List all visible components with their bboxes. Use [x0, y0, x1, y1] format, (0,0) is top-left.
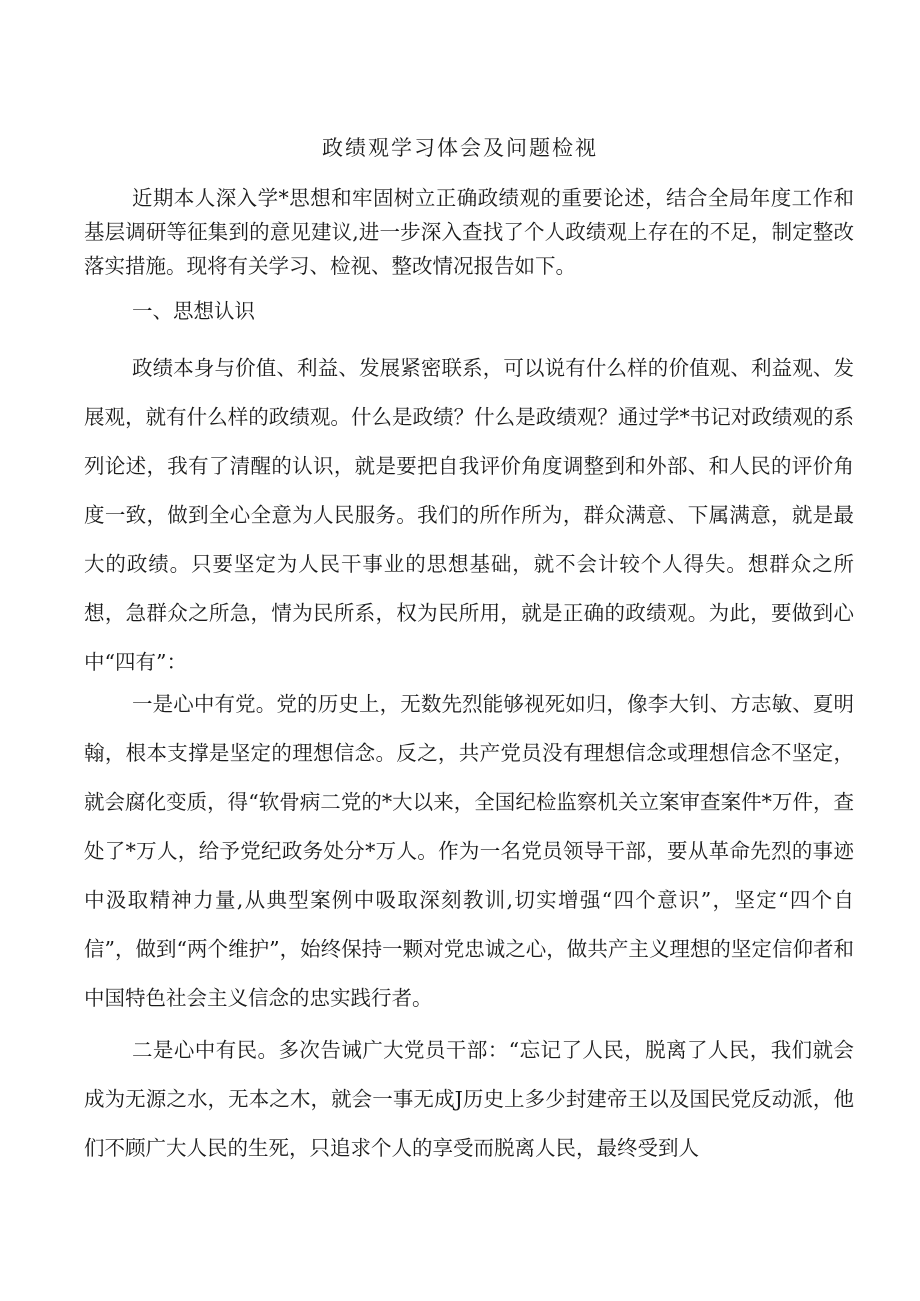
intro-paragraph: 近期本人深入学*思想和牢固树立正确政绩观的重要论述，结合全局年度工作和基层调研等征集到的意见建议,进一步深入查找了个人政绩观上存在的不足，制定整改落实措施。现将有关学习、检视、整改情况报告如下。: [84, 186, 854, 278]
point-1-paragraph: 一是心中有党。党的历史上，无数先烈能够视死如归，像李大钊、方志敏、夏明翰，根本支撑是坚定的理想信念。反之，共产党员没有理想信念或理想信念不坚定，就会腐化变质，得“软骨病二党的*大以来，全国纪检监察机关立案审查案件*万件，查处了*万人，给予党纪政务处分*万人。作为一名党员领导干部，要从革命先烈的事迹中汲取精神力量,从典型案例中吸取深刻教训,切实增强“四个意识”，坚定“四个自信”，做到“两个维护”，始终保持一颗对党忠诚之心，做共产主义理想的坚定信仰者和中国特色社会主义信念的忠实践行者。: [84, 692, 854, 1010]
point-2-paragraph: 二是心中有民。多次告诫广大党员干部：“忘记了人民，脱离了人民，我们就会成为无源之水，无本之木，就会一事无成J历史上多少封建帝王以及国民党反动派，他们不顾广大人民的生死，只追求个人的享受而脱离人民，最终受到人: [84, 1038, 854, 1160]
document-title: 政绩观学习体会及问题检视: [322, 136, 598, 160]
section-1-paragraph: 政绩本身与价值、利益、发展紧密联系，可以说有什么样的价值观、利益观、发展观，就有什么样的政绩观。什么是政绩？什么是政绩观？通过学*书记对政绩观的系列论述，我有了清醒的认识，就是要把自我评价角度调整到和外部、和人民的评价角度一致，做到全心全意为人民服务。我们的所作所为，群众满意、下属满意，就是最大的政绩。只要坚定为人民干事业的思想基础，就不会计较个人得失。想群众之所想，急群众之所急，情为民所系，权为民所用，就是正确的政绩观。为此，要做到心中“四有”：: [84, 356, 854, 674]
section-heading-thinking: 一、思想认识: [132, 299, 255, 323]
